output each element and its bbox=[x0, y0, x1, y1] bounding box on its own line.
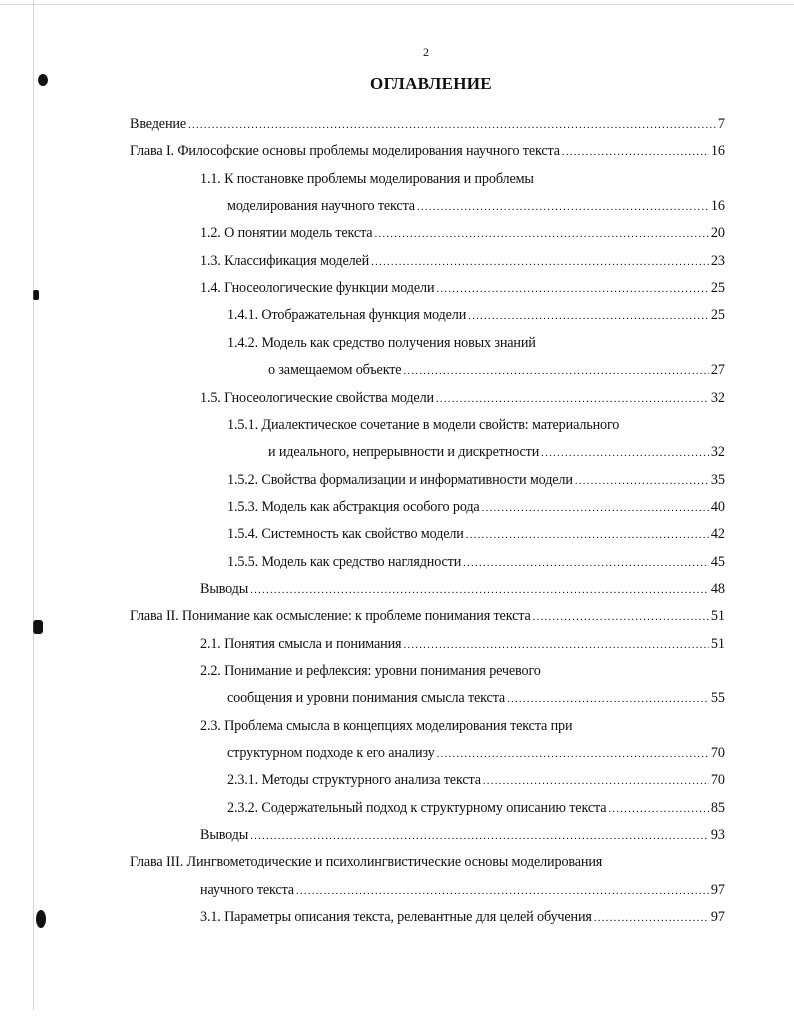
toc-entry-title: 1.4.2. Модель как средство получения новых знаний bbox=[227, 334, 536, 351]
dot-leader bbox=[594, 909, 709, 927]
toc-entry-page: 51 bbox=[710, 635, 725, 652]
scan-mark bbox=[36, 910, 46, 928]
scan-mark bbox=[38, 74, 48, 86]
toc-entry-title: Выводы bbox=[200, 827, 249, 844]
toc-entry-page: 97 bbox=[710, 909, 725, 926]
toc-entry bbox=[227, 197, 725, 215]
dot-leader bbox=[541, 444, 709, 462]
toc-entry-title: 1.5.5. Модель как средство наглядности bbox=[227, 553, 462, 570]
dot-leader bbox=[417, 198, 709, 216]
dot-leader bbox=[575, 472, 709, 490]
toc-entry-page: 23 bbox=[710, 252, 725, 269]
toc-entry bbox=[130, 853, 602, 871]
toc-entry-page: 48 bbox=[710, 580, 725, 597]
toc-entry-page: 70 bbox=[710, 772, 725, 789]
toc-entry bbox=[200, 908, 725, 926]
scan-edge bbox=[33, 0, 34, 1010]
toc-entry-title: 1.1. К постановке проблемы моделирования и проблемы bbox=[200, 170, 534, 187]
toc-entry-page: 35 bbox=[710, 471, 725, 488]
toc-entry bbox=[200, 635, 725, 653]
toc-entry bbox=[227, 771, 725, 789]
toc-entry-title: Глава II. Понимание как осмысление: к проблеме понимания текста bbox=[130, 608, 531, 625]
toc-entry-title: 1.5. Гносеологические свойства модели bbox=[200, 389, 434, 406]
toc-entry-title: Глава III. Лингвометодические и психолингвистические основы моделирования bbox=[130, 854, 603, 871]
toc-entry-title: 1.4. Гносеологические функции модели bbox=[200, 280, 435, 297]
toc-entry-page: 45 bbox=[710, 553, 725, 570]
toc-entry bbox=[227, 799, 725, 817]
toc-entry-page: 16 bbox=[710, 143, 725, 160]
scan-edge bbox=[0, 4, 794, 5]
toc-entry bbox=[227, 689, 725, 707]
toc-entry bbox=[200, 717, 572, 735]
toc-entry-title: Выводы bbox=[200, 580, 249, 597]
dot-leader bbox=[436, 280, 708, 298]
toc-entry-title: научного текста bbox=[200, 881, 294, 898]
toc-entry-title: 1.5.3. Модель как абстракция особого рода bbox=[227, 498, 480, 515]
toc-entry-title: 1.4.1. Отображательная функция модели bbox=[227, 307, 467, 324]
toc-entry-page: 85 bbox=[710, 799, 725, 816]
toc-entry-page: 7 bbox=[717, 116, 725, 132]
dot-leader bbox=[482, 499, 709, 517]
toc-entry bbox=[130, 115, 725, 133]
toc-entry-title: 1.5.2. Свойства формализации и информативности модели bbox=[227, 471, 573, 488]
toc-entry bbox=[200, 279, 725, 297]
toc-entry-page: 42 bbox=[710, 526, 725, 543]
toc-title: ОГЛАВЛЕНИЕ bbox=[370, 74, 492, 93]
toc-entry bbox=[227, 471, 725, 489]
toc-entry-title: 2.3.2. Содержательный подход к структурному описанию текста bbox=[227, 799, 607, 816]
toc-entry bbox=[227, 553, 725, 571]
dot-leader bbox=[483, 772, 709, 790]
toc-entry bbox=[227, 744, 725, 762]
toc-entry bbox=[227, 525, 725, 543]
toc-entry-page: 97 bbox=[710, 881, 725, 898]
dot-leader bbox=[403, 362, 708, 380]
dot-leader bbox=[250, 827, 709, 845]
toc-entry-title: 2.3. Проблема смысла в концепциях моделирования текста при bbox=[200, 717, 573, 734]
toc-entry bbox=[200, 224, 725, 242]
dot-leader bbox=[466, 526, 709, 544]
dot-leader bbox=[468, 307, 709, 325]
toc-entry-title: о замещаемом объекте bbox=[268, 362, 402, 379]
toc-entry-title: сообщения и уровни понимания смысла текста bbox=[227, 690, 506, 707]
toc-entry-title: 1.5.4. Системность как свойство модели bbox=[227, 526, 464, 543]
toc-entry-page: 25 bbox=[710, 280, 725, 297]
toc-entry bbox=[227, 498, 725, 516]
dot-leader bbox=[463, 554, 709, 572]
toc-entry-title: структурном подходе к его анализу bbox=[227, 745, 435, 762]
toc-entry-page: 32 bbox=[710, 444, 725, 461]
toc-entry bbox=[200, 252, 725, 270]
dot-leader bbox=[507, 690, 709, 708]
toc-entry bbox=[268, 361, 725, 379]
dot-leader bbox=[188, 116, 716, 134]
toc-entry-page: 51 bbox=[710, 608, 725, 625]
dot-leader bbox=[608, 800, 708, 818]
toc-entry-page: 16 bbox=[710, 198, 725, 215]
dot-leader bbox=[403, 636, 708, 654]
page-number: 2 bbox=[423, 45, 429, 59]
toc-entry-title: Введение bbox=[130, 116, 186, 132]
dot-leader bbox=[374, 225, 708, 243]
scan-mark bbox=[33, 620, 43, 634]
toc-entry-page: 32 bbox=[710, 389, 725, 406]
toc-entry-title: 1.5.1. Диалектическое сочетание в модели свойств: материального bbox=[227, 416, 620, 433]
toc-entry-title: и идеального, непрерывности и дискретности bbox=[268, 444, 540, 461]
dot-leader bbox=[371, 253, 709, 271]
dot-leader bbox=[533, 608, 709, 626]
toc-entry bbox=[200, 662, 541, 680]
toc-entry-page: 93 bbox=[710, 827, 725, 844]
toc-entry-title: 2.2. Понимание и рефлексия: уровни понимания речевого bbox=[200, 663, 541, 679]
toc-entry bbox=[200, 389, 725, 407]
toc-entry bbox=[227, 416, 619, 434]
toc-entry bbox=[268, 443, 725, 461]
toc-entry bbox=[200, 170, 534, 188]
toc-entry bbox=[130, 142, 725, 160]
toc-entry-page: 40 bbox=[710, 498, 725, 515]
toc-entry-page: 20 bbox=[710, 225, 725, 242]
toc-entry bbox=[227, 334, 536, 352]
dot-leader bbox=[436, 390, 709, 408]
dot-leader bbox=[437, 745, 709, 763]
toc-entry-page: 70 bbox=[710, 745, 725, 762]
toc-entry-page: 27 bbox=[710, 362, 725, 379]
toc-entry-title: 3.1. Параметры описания текста, релевантные для целей обучения bbox=[200, 909, 592, 926]
toc-entry bbox=[200, 580, 725, 598]
toc-entry-title: Глава I. Философские основы проблемы моделирования научного текста bbox=[130, 143, 560, 160]
toc-entry bbox=[227, 306, 725, 324]
toc-entry-title: моделирования научного текста bbox=[227, 198, 415, 215]
dot-leader bbox=[250, 581, 709, 599]
toc-entry-page: 55 bbox=[710, 690, 725, 707]
toc-entry-title: 1.2. О понятии модель текста bbox=[200, 225, 373, 242]
toc-entry-title: 2.1. Понятия смысла и понимания bbox=[200, 635, 402, 652]
toc-entry bbox=[200, 826, 725, 844]
dot-leader bbox=[296, 882, 709, 900]
toc-entry-title: 2.3.1. Методы структурного анализа текста bbox=[227, 772, 481, 789]
toc-entry-title: 1.3. Классификация моделей bbox=[200, 252, 370, 269]
toc-entry bbox=[200, 881, 725, 899]
toc-entry bbox=[130, 607, 725, 625]
toc-entry-page: 25 bbox=[710, 307, 725, 324]
dot-leader bbox=[562, 143, 709, 161]
